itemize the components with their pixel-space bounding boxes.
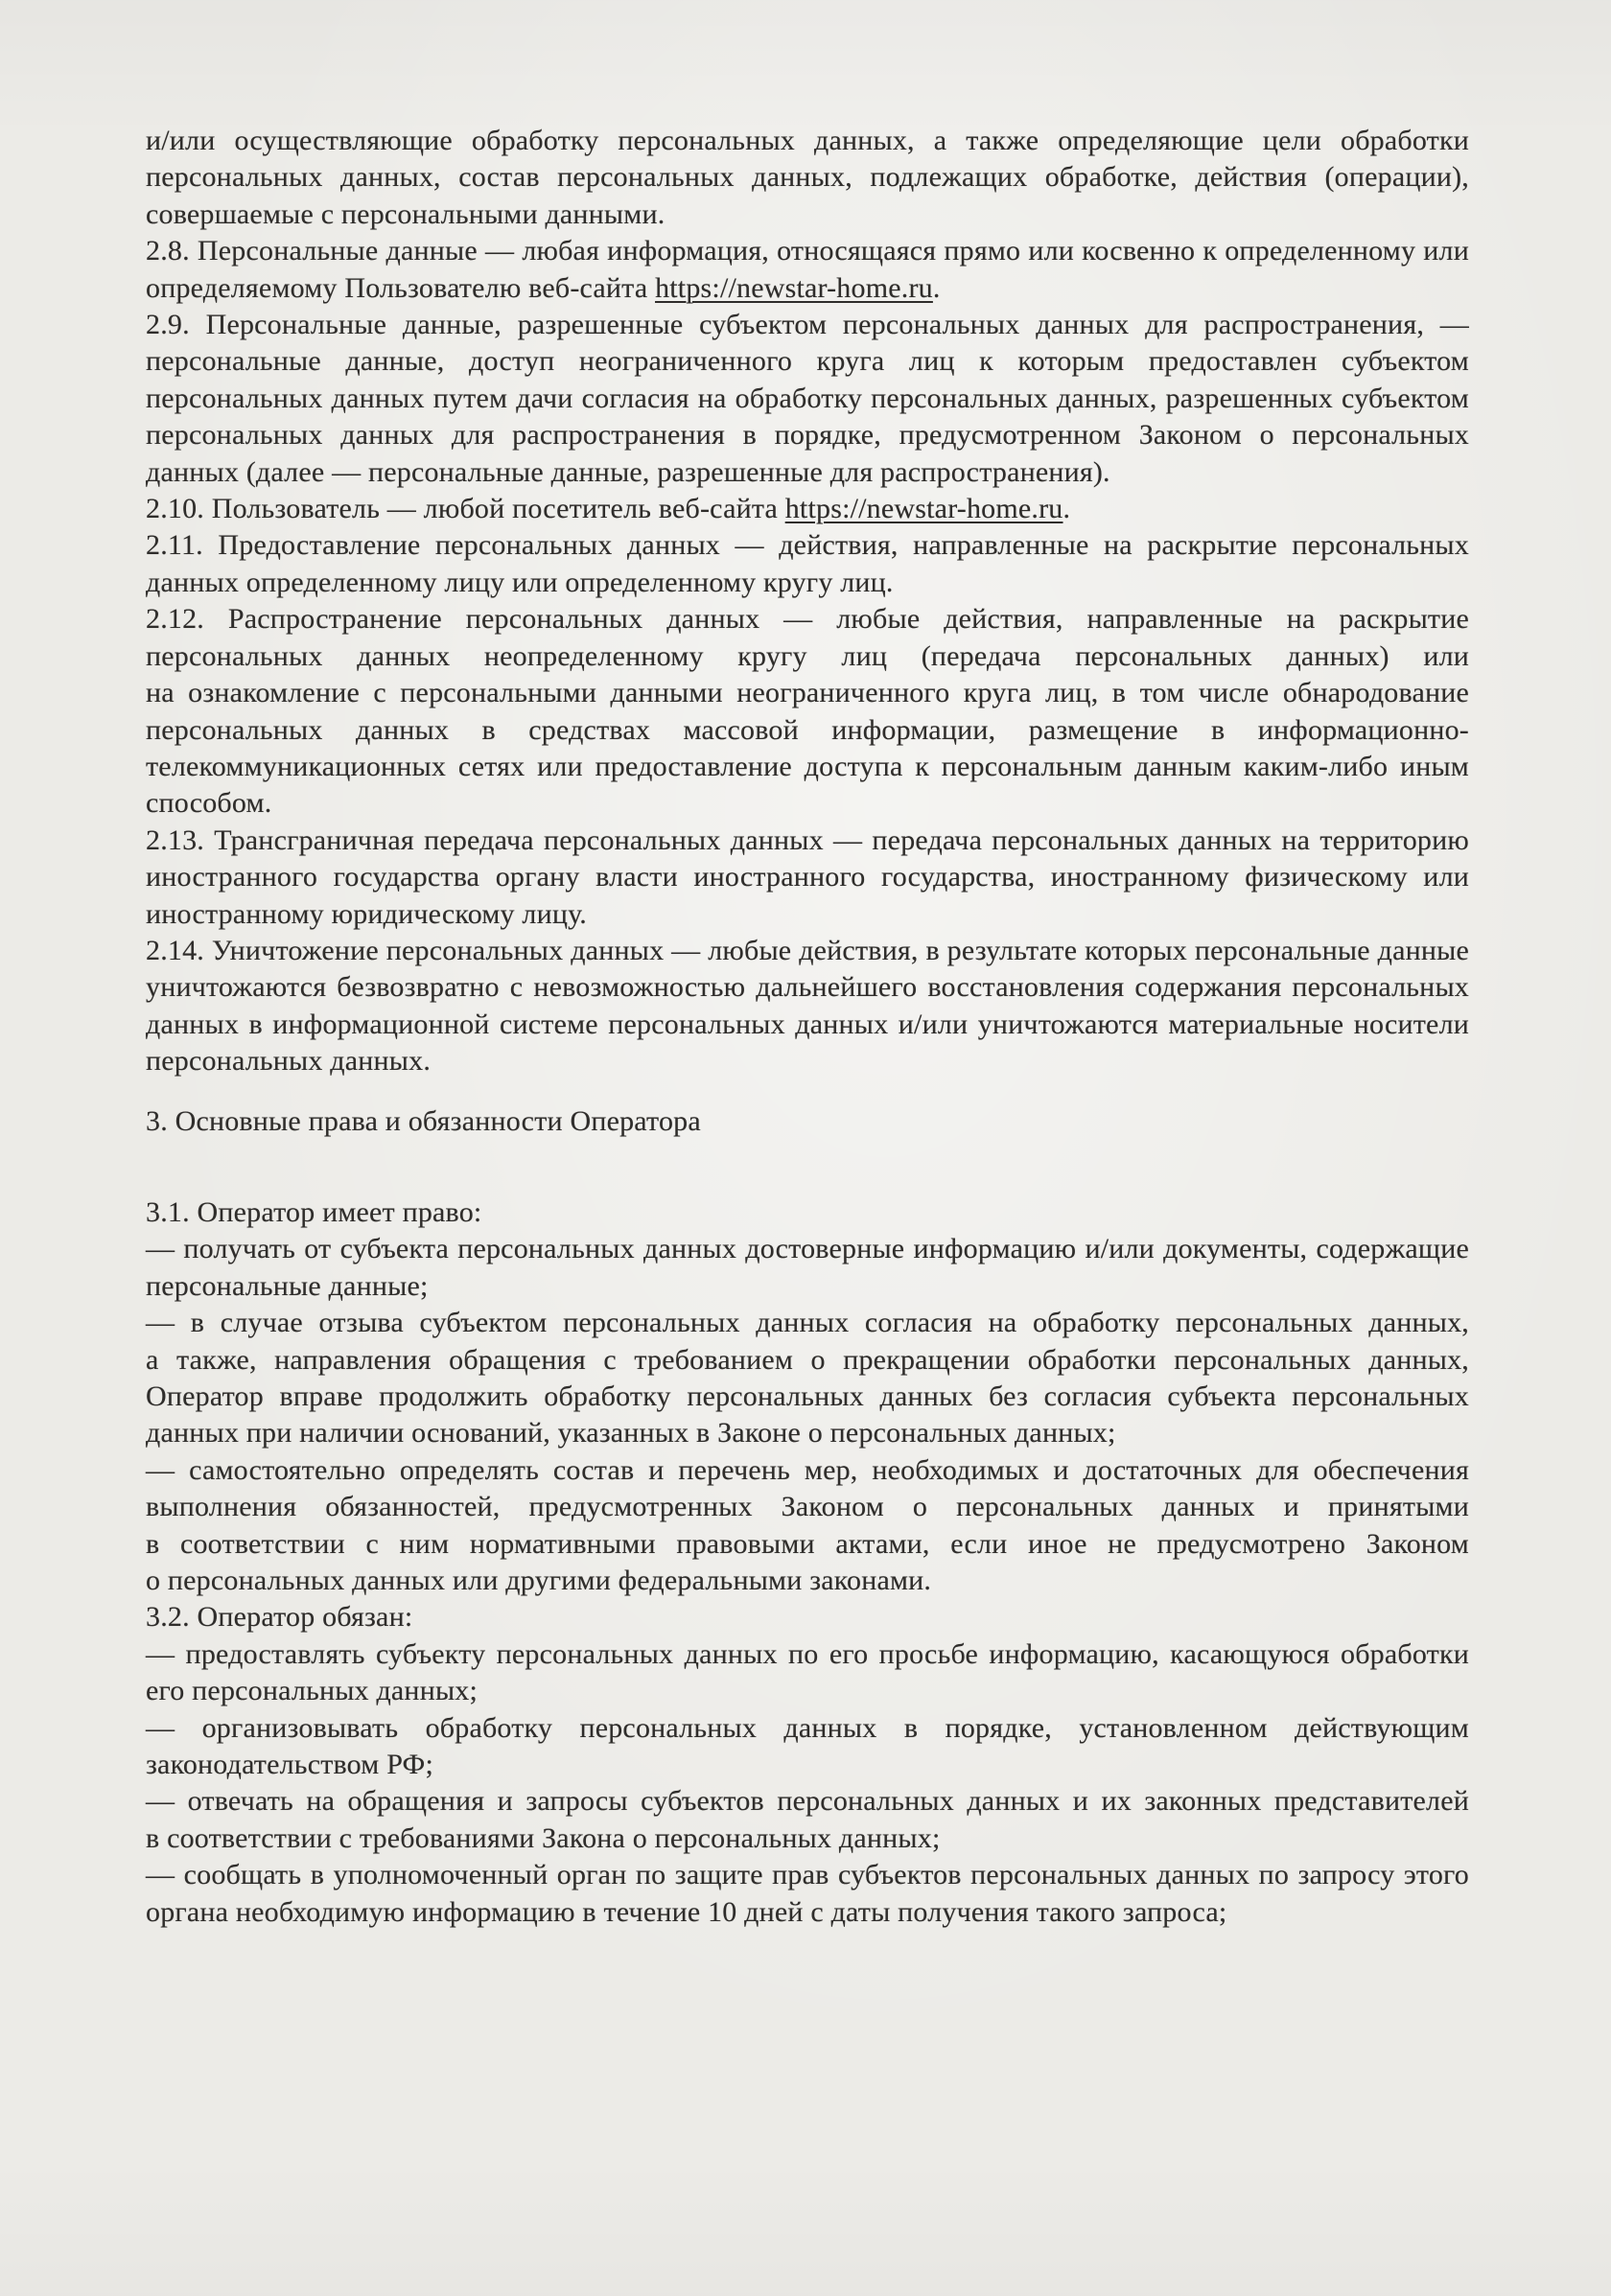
text-run: и/или осуществляющие обработку персональных данных, а также определяющие цели обработки персональных данных, состав персональных данных, подлежащих обработке, действия (операции), совершаемые с персональными данными. bbox=[146, 125, 1469, 230]
paragraph-2-10 bbox=[146, 491, 1469, 527]
section-3-heading bbox=[146, 1103, 1469, 1140]
paragraph-2-14 bbox=[146, 933, 1469, 1080]
text-run: 2.13. Трансграничная передача персональных данных — передача персональных данных на территорию иностранного государства органу власти иностранного государства, иностранному физическому или иностранному юридическому лицу. bbox=[146, 823, 1469, 930]
text-run: 3.1. Оператор имеет право: bbox=[146, 1195, 482, 1228]
text-run: 2.11. Предоставление персональных данных — действия, направленные на раскрытие персональных данных определенному лицу или определенному кругу лиц. bbox=[146, 529, 1469, 598]
text-run: — в случае отзыва субъектом персональных данных согласия на обработку персональных данных, а также, направления обращения с требованием о прекращении обработки персональных данных, Оператор вправе продолжить обработку персональных данных без согласия субъекта персональных данных при наличии оснований, указанных в Законе о персональных данных; bbox=[146, 1307, 1469, 1449]
text-run: — самостоятельно определять состав и перечень мер, необходимых и достаточных для обеспечения выполнения обязанностей, предусмотренных Законом о персональных данных и принятыми в соответствии с ним нормативными правовыми актами, если иное не предусмотрено Законом о персональных данных или другими федеральными законами. bbox=[146, 1453, 1469, 1597]
text-run: 2.10. Пользователь — любой посетитель веб-сайта bbox=[146, 493, 785, 525]
text-run: 2.14. Уничтожение персональных данных — любые действия, в результате которых персональные данные уничтожаются безвозвратно с невозможностью дальнейшего восстановления содержания персональных данных в информационной системе персональных данных и/или уничтожаются материальные носители персональных данных. bbox=[146, 934, 1469, 1078]
text-run: — сообщать в уполномоченный орган по защите прав субъектов персональных данных по запросу этого органа необходимую информацию в течение 10 дней с даты получения такого запроса; bbox=[146, 1859, 1469, 1928]
text-run: — отвечать на обращения и запросы субъектов персональных данных и их законных представителей в соответствии с требованиями Закона о персональных данных; bbox=[146, 1785, 1469, 1854]
paragraph-2-13 bbox=[146, 823, 1469, 933]
paragraph-2-12 bbox=[146, 601, 1469, 822]
paragraph-2-9 bbox=[146, 307, 1469, 491]
text-run: — получать от субъекта персональных данных достоверные информацию и/или документы, содержащие персональные данные; bbox=[146, 1233, 1469, 1302]
paragraph-2-8 bbox=[146, 233, 1469, 307]
website-link[interactable]: https://newstar-home.ru bbox=[784, 493, 1063, 525]
text-run: 3.2. Оператор обязан: bbox=[146, 1601, 413, 1634]
privacy-policy-text-block bbox=[146, 123, 1469, 1931]
text-run: . bbox=[932, 271, 941, 304]
paragraph-3-1-item-1 bbox=[146, 1231, 1469, 1305]
paragraph-2-11 bbox=[146, 527, 1469, 601]
paragraph-3-2-item-3 bbox=[146, 1783, 1469, 1857]
text-run: — предоставлять субъекту персональных данных по его просьбе информацию, касающуюся обработки его персональных данных; bbox=[146, 1637, 1469, 1707]
text-run: 2.8. Персональные данные — любая информация, относящаяся прямо или косвенно к определенному или определяемому Пользователю веб-сайта bbox=[146, 235, 1469, 304]
paragraph-3-1-item-2 bbox=[146, 1305, 1469, 1452]
paragraph-3-2-item-2 bbox=[146, 1710, 1469, 1784]
text-run: 2.12. Распространение персональных данных — любые действия, направленные на раскрытие персональных данных неопределенному кругу лиц (передача персональных данных) или на ознакомление с персональными данными неограниченного круга лиц, в том числе обнародование персональных данных в средствах массовой информации, размещение в информационно-телекоммуникационных сетях или предоставление доступа к персональным данным каким-либо иным способом. bbox=[146, 603, 1469, 820]
paragraph-3-2-item-4 bbox=[146, 1857, 1469, 1931]
paragraph-3-2 bbox=[146, 1599, 1469, 1635]
text-run: . bbox=[1062, 493, 1071, 525]
text-run: 2.9. Персональные данные, разрешенные субъектом персональных данных для распространения, — персональные данные, доступ неограниченного круга лиц к которым предоставлен субъектом персональных данных путем дачи согласия на обработку персональных данных, разрешенных субъектом персональных данных для распространения в порядке, предусмотренном Законом о персональных данных (далее — персональные данные, разрешенные для распространения). bbox=[146, 309, 1469, 488]
text-run: 3. Основные права и обязанности Оператора bbox=[146, 1104, 701, 1137]
paragraph-3-2-item-1 bbox=[146, 1636, 1469, 1710]
paragraph-2-7-continuation bbox=[146, 123, 1469, 233]
website-link[interactable]: https://newstar-home.ru bbox=[655, 271, 933, 304]
paragraph-3-1-item-3 bbox=[146, 1452, 1469, 1600]
paragraph-3-1 bbox=[146, 1194, 1469, 1231]
text-run: — организовывать обработку персональных данных в порядке, установленном действующим законодательством РФ; bbox=[146, 1711, 1469, 1781]
